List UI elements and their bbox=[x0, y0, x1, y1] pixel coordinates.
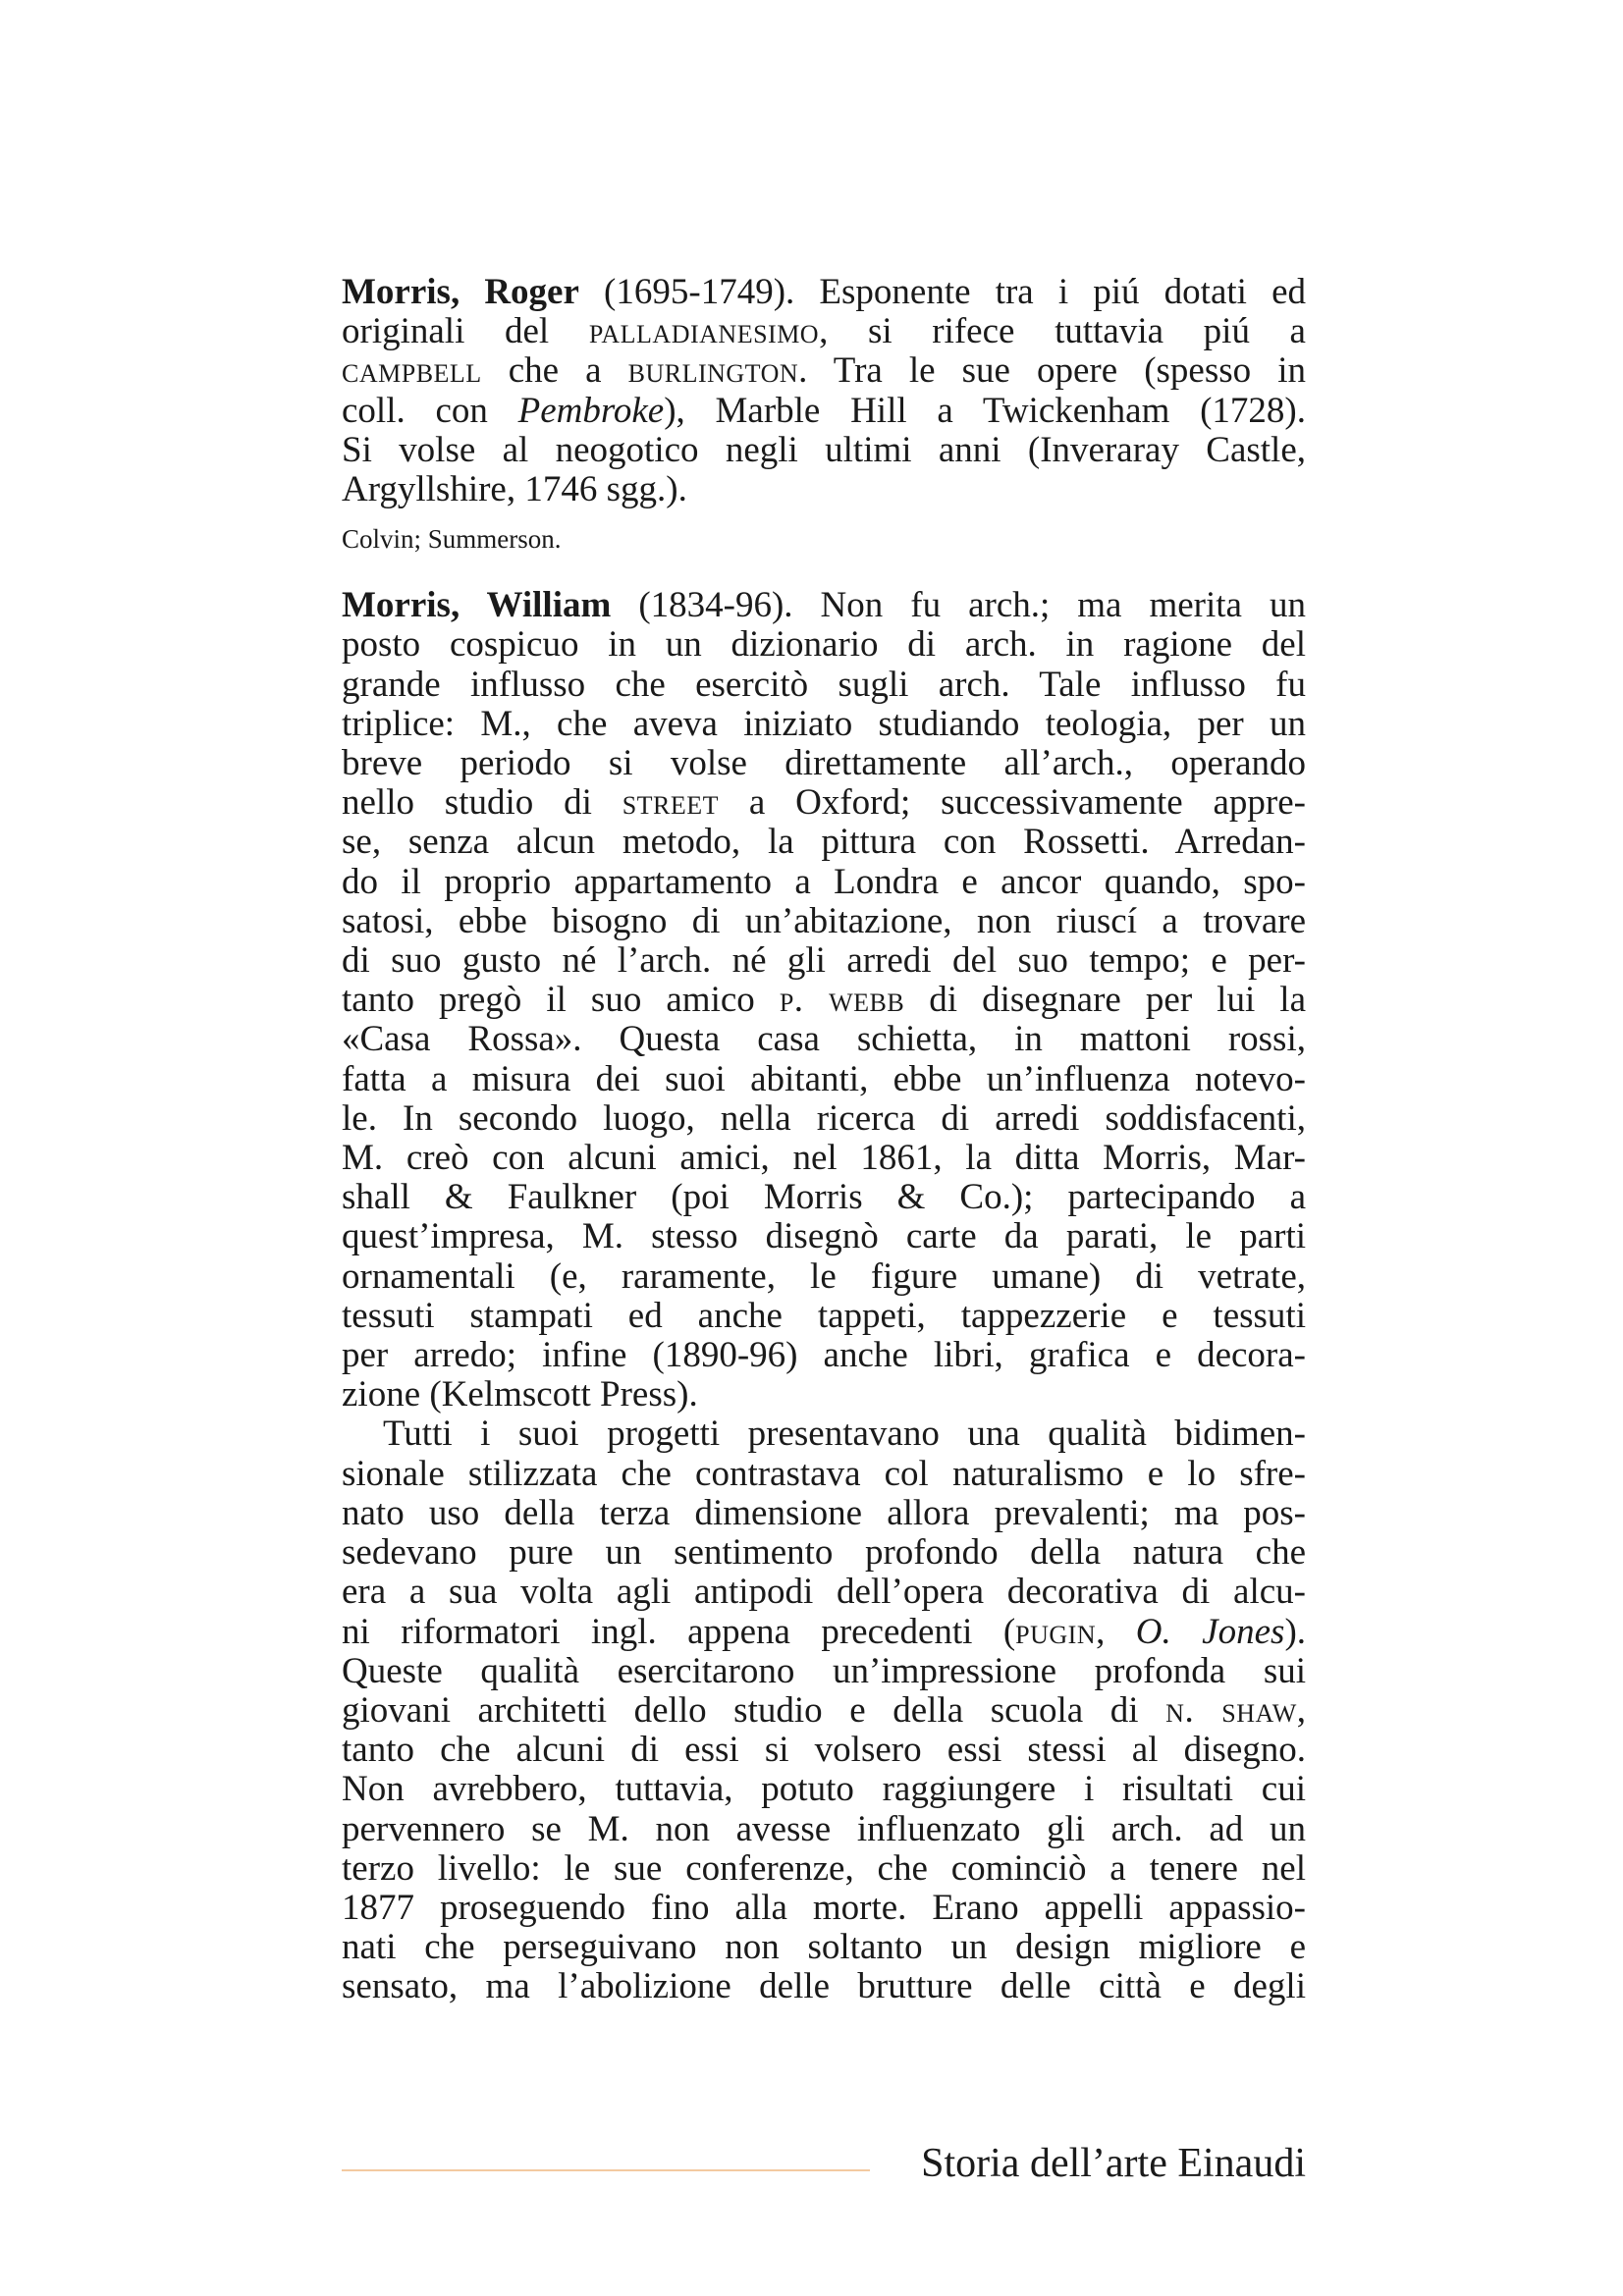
text-line bbox=[342, 981, 1306, 1020]
text-run: (1834-96). Non fu arch.; ma merita un bbox=[611, 585, 1306, 626]
text-run: ni riformatori ingl. appena precedenti ( bbox=[342, 1611, 1016, 1652]
text-run: ), Marble Hill a Twickenham (1728). bbox=[664, 390, 1306, 431]
text-run: coll. con bbox=[342, 390, 518, 431]
footer-title: Storia dell’arte Einaudi bbox=[921, 2141, 1306, 2186]
text-run: era a sua volta agli antipodi dell’opera decorativa di alcu- bbox=[342, 1572, 1306, 1613]
text-line bbox=[342, 351, 1306, 391]
text-line bbox=[342, 625, 1306, 665]
text-run: sensato, ma l’abolizione delle brutture delle città e degli bbox=[342, 1966, 1306, 2007]
text-line bbox=[342, 1928, 1306, 1967]
text-run: tessuti stampati ed anche tappeti, tappezzerie e tessuti bbox=[342, 1295, 1306, 1336]
text-run: shall & Faulkner (poi Morris & Co.); partecipando a bbox=[342, 1177, 1306, 1218]
text-run: che a bbox=[481, 350, 628, 392]
cross-reference: palladianesimo bbox=[588, 311, 820, 352]
text-line bbox=[342, 863, 1306, 902]
text-run: posto cospicuo in un dizionario di arch. in ragione del bbox=[342, 624, 1306, 666]
text-line bbox=[342, 1139, 1306, 1178]
text-run: giovani architetti dello studio e della scuola di bbox=[342, 1689, 1166, 1731]
text-run: grande influsso che esercitò sugli arch. Tale influsso fu bbox=[342, 664, 1306, 705]
text-run: 1877 proseguendo fino alla morte. Erano appelli appassio- bbox=[342, 1887, 1306, 1928]
text-run: tanto pregò il suo amico bbox=[342, 980, 780, 1021]
text-run: pervennero se M. non avesse influenzato gli arch. ad un bbox=[342, 1808, 1306, 1849]
bibliography-note: Colvin; Summerson. bbox=[342, 524, 562, 555]
text-line bbox=[342, 1770, 1306, 1809]
text-line bbox=[342, 1652, 1306, 1691]
text-line bbox=[342, 1810, 1306, 1849]
text-run: «Casa Rossa». Questa casa schietta, in mattoni rossi, bbox=[342, 1019, 1306, 1060]
text-run: satosi, ebbe bisogno di un’abitazione, non riuscí a trovare bbox=[342, 900, 1306, 941]
text-run: , bbox=[1096, 1611, 1136, 1652]
text-run: per arredo; infine (1890-96) anche libri, grafica e decora- bbox=[342, 1335, 1306, 1376]
text-run: a Oxford; successivamente appre- bbox=[719, 782, 1306, 824]
cross-reference: burlington bbox=[627, 350, 799, 392]
cross-reference: pugin bbox=[1015, 1611, 1097, 1652]
italic-term: Pembroke bbox=[517, 390, 665, 431]
text-run: Si volse al neogotico negli ultimi anni (Inveraray Castle, bbox=[342, 429, 1306, 470]
footer-rule bbox=[342, 2169, 870, 2171]
text-run: Non avrebbero, tuttavia, potuto raggiungere i risultati cui bbox=[342, 1769, 1306, 1810]
text-run: triplice: M., che aveva iniziato studiando teologia, per un bbox=[342, 703, 1306, 744]
text-line bbox=[342, 312, 1306, 351]
text-line bbox=[342, 431, 1306, 470]
text-line bbox=[342, 1731, 1306, 1770]
text-line bbox=[342, 1415, 1306, 1454]
cross-reference: street bbox=[622, 782, 720, 824]
text-line bbox=[342, 1020, 1306, 1059]
text-line bbox=[342, 392, 1306, 431]
text-line bbox=[342, 1375, 1306, 1415]
text-run: terzo livello: le sue conferenze, che cominciò a tenere nel bbox=[342, 1847, 1306, 1889]
text-run: Argyllshire, 1746 sgg.). bbox=[342, 469, 687, 510]
text-run: originali del bbox=[342, 311, 589, 352]
text-line bbox=[342, 1257, 1306, 1297]
text-line bbox=[342, 1336, 1306, 1375]
text-line bbox=[342, 586, 1306, 625]
text-run: , bbox=[1296, 1689, 1306, 1731]
text-run: nello studio di bbox=[342, 782, 622, 824]
text-line bbox=[342, 902, 1306, 941]
text-line bbox=[342, 1099, 1306, 1139]
cross-reference: n. shaw bbox=[1165, 1689, 1297, 1731]
text-run: nato uso della terza dimensione allora prevalenti; ma pos- bbox=[342, 1492, 1306, 1533]
text-line bbox=[342, 470, 1306, 509]
text-line bbox=[342, 1494, 1306, 1533]
text-run: breve periodo si volse direttamente all’arch., operando bbox=[342, 743, 1306, 784]
text-line bbox=[342, 1849, 1306, 1889]
text-run: nati che perseguivano non soltanto un design migliore e bbox=[342, 1927, 1306, 1968]
text-line bbox=[342, 941, 1306, 981]
text-run: tanto che alcuni di essi si volsero essi stessi al disegno. bbox=[342, 1730, 1306, 1771]
text-run: , si rifece tuttavia piú a bbox=[819, 311, 1306, 352]
text-line bbox=[342, 1217, 1306, 1256]
text-line bbox=[342, 1691, 1306, 1731]
text-line bbox=[342, 744, 1306, 783]
text-line bbox=[342, 1178, 1306, 1217]
dictionary-entry bbox=[342, 273, 1306, 555]
text-run: Queste qualità esercitarono un’impressione profonda sui bbox=[342, 1650, 1306, 1691]
text-run: le. In secondo luogo, nella ricerca di arredi soddisfacenti, bbox=[342, 1097, 1306, 1139]
text-run: sedevano pure un sentimento profondo della natura che bbox=[342, 1532, 1306, 1574]
cross-reference: p. webb bbox=[779, 980, 905, 1021]
text-line bbox=[342, 783, 1306, 823]
text-run: . Tra le sue opere (spesso in bbox=[798, 350, 1306, 392]
text-line bbox=[342, 666, 1306, 705]
text-line bbox=[342, 1455, 1306, 1494]
text-run: M. creò con alcuni amici, nel 1861, la ditta Morris, Mar- bbox=[342, 1138, 1306, 1179]
text-column bbox=[342, 273, 1306, 2007]
text-run: quest’impresa, M. stesso disegnò carte da parati, le parti bbox=[342, 1216, 1306, 1257]
text-run: (1695-1749). Esponente tra i piú dotati ed bbox=[578, 272, 1306, 312]
text-run: sionale stilizzata che contrastava col naturalismo e lo sfre- bbox=[342, 1453, 1306, 1494]
text-line bbox=[342, 1060, 1306, 1099]
text-line bbox=[342, 1297, 1306, 1336]
text-run: ). bbox=[1284, 1611, 1307, 1652]
italic-term: O. Jones bbox=[1135, 1611, 1285, 1652]
text-line bbox=[342, 823, 1306, 862]
text-run: do il proprio appartamento a Londra e ancor quando, spo- bbox=[342, 861, 1306, 902]
text-line bbox=[342, 1613, 1306, 1652]
text-run: di disegnare per lui la bbox=[904, 980, 1306, 1021]
text-run: zione (Kelmscott Press). bbox=[342, 1374, 698, 1415]
text-run: fatta a misura dei suoi abitanti, ebbe un’influenza notevo- bbox=[342, 1058, 1306, 1099]
text-run: ornamentali (e, raramente, le figure umane) di vetrate, bbox=[342, 1255, 1306, 1297]
text-line bbox=[342, 1967, 1306, 2006]
text-line bbox=[342, 1889, 1306, 1928]
cross-reference: campbell bbox=[342, 350, 482, 392]
dictionary-entry bbox=[342, 586, 1306, 2006]
text-line bbox=[342, 705, 1306, 744]
text-line bbox=[342, 273, 1306, 312]
text-line bbox=[342, 1533, 1306, 1573]
text-run: di suo gusto né l’arch. né gli arredi del suo tempo; e per- bbox=[342, 940, 1306, 982]
entry-heading: Morris, William bbox=[342, 585, 612, 626]
entry-heading: Morris, Roger bbox=[342, 272, 579, 312]
text-line bbox=[342, 1573, 1306, 1612]
text-run: se, senza alcun metodo, la pittura con Rossetti. Arredan- bbox=[342, 822, 1306, 863]
text-run: Tutti i suoi progetti presentavano una qualità bidimen- bbox=[383, 1414, 1306, 1455]
